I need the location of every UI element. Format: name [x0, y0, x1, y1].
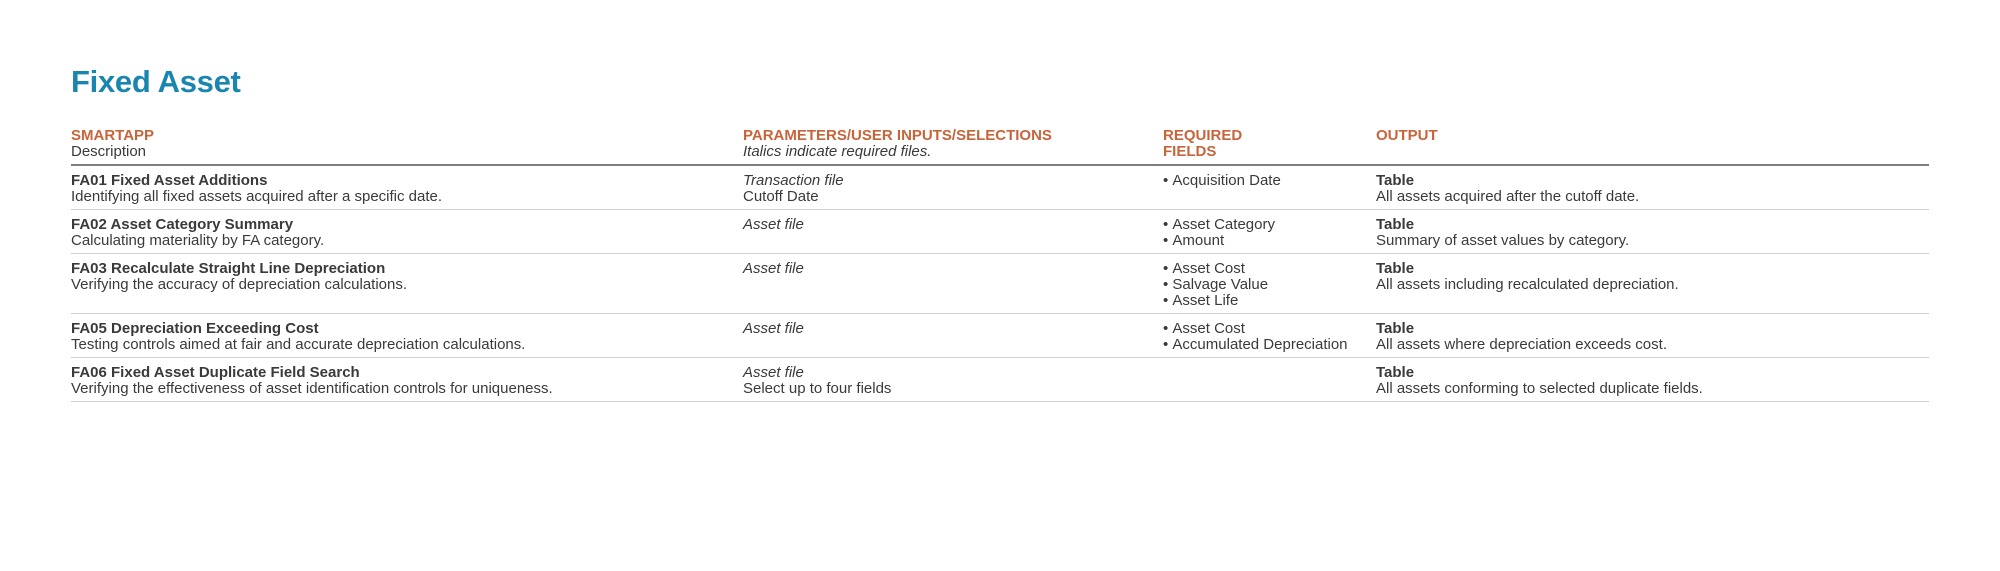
cell-required [1163, 365, 1376, 397]
cell-smartapp [71, 261, 743, 309]
cell-output [1376, 217, 1929, 249]
header-params-sub: Italics indicate required files. [743, 143, 932, 160]
smartapp-description: Verifying the effectiveness of asset identification controls for uniqueness. [71, 380, 553, 397]
required-field: • Asset Cost [1163, 261, 1376, 277]
output-description: Summary of asset values by category. [1376, 232, 1630, 249]
output-type: Table [1376, 320, 1415, 337]
cell-smartapp [71, 173, 743, 205]
params-extra: Cutoff Date [743, 188, 819, 205]
cell-smartapp [71, 321, 743, 353]
cell-params [743, 321, 1163, 353]
cell-params [743, 365, 1163, 397]
header-smartapp-label: SMARTAPP [71, 127, 155, 144]
header-required-label-1: REQUIRED [1163, 127, 1243, 144]
params-file: Asset file [743, 216, 804, 233]
header-smartapp [71, 128, 743, 160]
params-file: Transaction file [743, 172, 844, 189]
table-header [71, 128, 1929, 166]
smartapp-description: Calculating materiality by FA category. [71, 232, 325, 249]
params-file: Asset file [743, 364, 804, 381]
output-type: Table [1376, 364, 1415, 381]
table-row [71, 254, 1929, 314]
cell-output [1376, 173, 1929, 205]
cell-output [1376, 321, 1929, 353]
required-field: • Asset Category [1163, 217, 1376, 233]
table-row [71, 358, 1929, 402]
output-type: Table [1376, 260, 1415, 277]
output-description: All assets acquired after the cutoff date. [1376, 188, 1640, 205]
output-description: All assets including recalculated depreciation. [1376, 276, 1679, 293]
params-extra: Select up to four fields [743, 380, 892, 397]
page-title: Fixed Asset [71, 64, 241, 99]
header-params-label: PARAMETERS/USER INPUTS/SELECTIONS [743, 127, 1052, 144]
smartapp-description: Verifying the accuracy of depreciation calculations. [71, 276, 408, 293]
cell-params [743, 261, 1163, 309]
table-row [71, 210, 1929, 254]
required-field: • Accumulated Depreciation [1163, 337, 1376, 353]
required-field: • Salvage Value [1163, 277, 1376, 293]
header-smartapp-sub: Description [71, 143, 147, 160]
cell-required [1163, 321, 1376, 353]
required-field: • Asset Cost [1163, 321, 1376, 337]
smartapp-name: FA06 Fixed Asset Duplicate Field Search [71, 364, 360, 381]
smartapp-name: FA01 Fixed Asset Additions [71, 172, 268, 189]
required-field: • Asset Life [1163, 293, 1376, 309]
output-type: Table [1376, 172, 1415, 189]
cell-required [1163, 173, 1376, 205]
required-field: • Amount [1163, 233, 1376, 249]
smartapp-description: Identifying all fixed assets acquired after a specific date. [71, 188, 443, 205]
cell-required [1163, 261, 1376, 309]
smartapp-description: Testing controls aimed at fair and accurate depreciation calculations. [71, 336, 526, 353]
params-file: Asset file [743, 320, 804, 337]
output-description: All assets where depreciation exceeds cost. [1376, 336, 1667, 353]
cell-params [743, 173, 1163, 205]
required-field: • Acquisition Date [1163, 173, 1376, 189]
header-output-label: OUTPUT [1376, 127, 1438, 144]
header-output [1376, 128, 1929, 160]
smartapp-name: FA02 Asset Category Summary [71, 216, 294, 233]
table-row [71, 314, 1929, 358]
cell-output [1376, 261, 1929, 309]
header-params [743, 128, 1163, 160]
cell-required [1163, 217, 1376, 249]
table-row [71, 166, 1929, 210]
header-required-label-2: FIELDS [1163, 143, 1217, 160]
cell-output [1376, 365, 1929, 397]
cell-smartapp [71, 365, 743, 397]
output-type: Table [1376, 216, 1415, 233]
smartapp-name: FA05 Depreciation Exceeding Cost [71, 320, 319, 337]
cell-params [743, 217, 1163, 249]
output-description: All assets conforming to selected duplicate fields. [1376, 380, 1703, 397]
params-file: Asset file [743, 260, 804, 277]
smartapp-name: FA03 Recalculate Straight Line Depreciation [71, 260, 386, 277]
header-required [1163, 128, 1376, 160]
smartapp-table [71, 128, 1929, 402]
cell-smartapp [71, 217, 743, 249]
